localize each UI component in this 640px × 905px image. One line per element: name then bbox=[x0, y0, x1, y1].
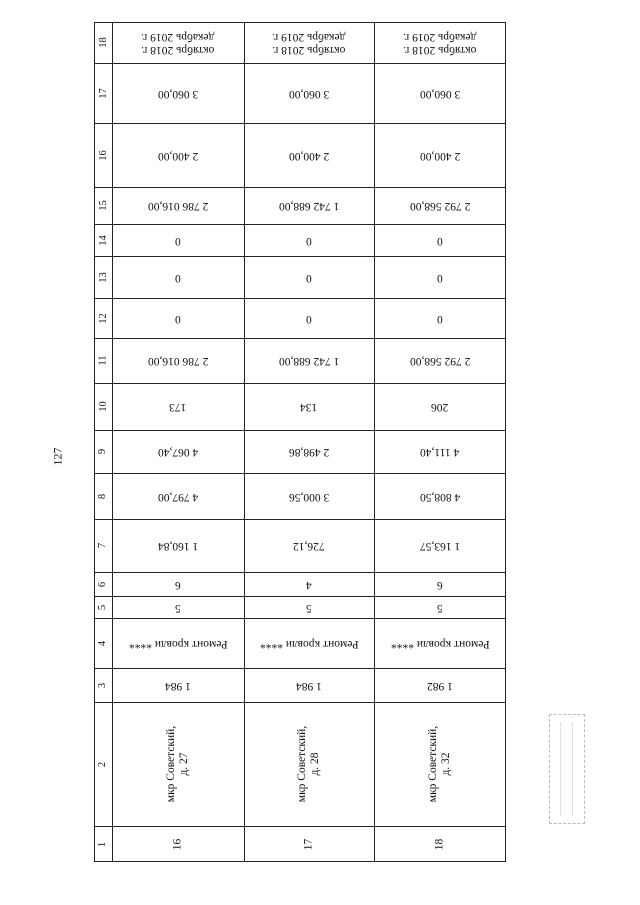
table-cell-c17 bbox=[374, 63, 506, 123]
table-cell-text: 1 742 688,00 bbox=[278, 355, 340, 367]
table-cell-text: 2 498,86 bbox=[288, 446, 330, 458]
table-cell-c13 bbox=[244, 256, 374, 298]
column-number-label: 16 bbox=[97, 149, 109, 161]
table-cell-text: 2 786 016,00 bbox=[147, 200, 209, 212]
table-cell-text: октябрь 2018 г. декабрь 2019 г. bbox=[141, 30, 215, 56]
table-cell-c10 bbox=[374, 383, 506, 430]
table-cell-text: мкр Советский, д. 27 bbox=[164, 725, 190, 803]
table-cell-c16 bbox=[244, 123, 374, 187]
table-cell-text: 3 060,00 bbox=[288, 87, 330, 100]
table-cell-text: октябрь 2018 г. декабрь 2019 г. bbox=[272, 30, 346, 56]
table-cell-text: 5 bbox=[175, 601, 181, 614]
table-cell-c9 bbox=[244, 430, 374, 473]
column-number-header bbox=[94, 826, 112, 862]
table-cell-text: 0 bbox=[306, 234, 312, 247]
table-cell-text: 2 400,00 bbox=[419, 149, 461, 162]
faint-stamp-mark bbox=[549, 714, 585, 824]
column-number-header bbox=[94, 702, 112, 826]
table-cell-text: 2 786 016,00 bbox=[147, 355, 209, 367]
table-cell-c11 bbox=[244, 338, 374, 383]
column-number-label: 4 bbox=[97, 640, 109, 646]
table-cell-c12 bbox=[374, 298, 506, 338]
column-number-header bbox=[94, 298, 112, 338]
table-cell-text: 134 bbox=[300, 401, 318, 413]
table-cell-text: 0 bbox=[175, 234, 181, 247]
table-cell-c13 bbox=[374, 256, 506, 298]
table-cell-text: 16 bbox=[171, 838, 184, 850]
table-cell-text: 1 163,57 bbox=[419, 540, 461, 552]
table-cell-address bbox=[112, 702, 244, 826]
table-cell-text: октябрь 2018 г. декабрь 2019 г. bbox=[403, 30, 477, 56]
table-cell-text: 1 982 bbox=[427, 679, 453, 692]
table-cell-address bbox=[244, 702, 374, 826]
table-cell-text: 3 060,00 bbox=[157, 87, 199, 100]
table-cell-text: 206 bbox=[431, 401, 449, 413]
table-cell-text: 6 bbox=[175, 578, 181, 591]
table-cell-period bbox=[244, 22, 374, 63]
table-cell-text: Ремонт кровли **** bbox=[128, 637, 228, 650]
column-number-header bbox=[94, 63, 112, 123]
table-cell-c15 bbox=[112, 187, 244, 224]
page-number: 127 bbox=[50, 447, 65, 465]
table-cell-text: 4 797,00 bbox=[157, 490, 199, 503]
column-number-label: 11 bbox=[97, 355, 109, 366]
column-number-label: 3 bbox=[97, 682, 109, 688]
table-cell-text: 2 400,00 bbox=[288, 149, 330, 162]
table-cell-c6 bbox=[112, 572, 244, 596]
column-number-header bbox=[94, 338, 112, 383]
table-cell-c10 bbox=[112, 383, 244, 430]
table-cell-c13 bbox=[112, 256, 244, 298]
table-cell-c9 bbox=[374, 430, 506, 473]
column-number-label: 10 bbox=[97, 401, 109, 412]
table-cell-work bbox=[374, 618, 506, 668]
table-cell-text: мкр Советский, д. 32 bbox=[426, 725, 452, 803]
column-number-label: 17 bbox=[97, 87, 109, 99]
table-cell-c17 bbox=[244, 63, 374, 123]
table-cell-text: 17 bbox=[302, 838, 315, 850]
table-cell-text: 5 bbox=[437, 601, 443, 614]
table-cell-c10 bbox=[244, 383, 374, 430]
column-number-header bbox=[94, 596, 112, 618]
table-cell-text: 2 792 568,00 bbox=[409, 200, 471, 212]
table-cell-num bbox=[244, 826, 374, 862]
table-cell-text: 0 bbox=[306, 271, 312, 284]
table-cell-c8 bbox=[374, 473, 506, 519]
table-cell-text: 2 792 568,00 bbox=[409, 355, 471, 367]
table-cell-work bbox=[244, 618, 374, 668]
table-cell-text: 726,12 bbox=[293, 540, 325, 552]
table-cell-c7 bbox=[112, 519, 244, 572]
table-cell-text: 6 bbox=[437, 578, 443, 591]
table-cell-address bbox=[374, 702, 506, 826]
table-cell-text: мкр Советский, д. 28 bbox=[295, 725, 321, 803]
column-number-label: 14 bbox=[97, 234, 109, 246]
column-number-header bbox=[94, 430, 112, 473]
table-cell-text: 0 bbox=[306, 312, 312, 325]
table-cell-text: 0 bbox=[175, 271, 181, 284]
column-number-label: 7 bbox=[97, 542, 109, 549]
table-cell-text: Ремонт кровли **** bbox=[259, 637, 359, 650]
table-cell-c6 bbox=[374, 572, 506, 596]
table-cell-c14 bbox=[112, 224, 244, 256]
table-cell-c5 bbox=[374, 596, 506, 618]
column-number-label: 8 bbox=[97, 493, 109, 499]
column-number-header bbox=[94, 572, 112, 596]
table-cell-c14 bbox=[244, 224, 374, 256]
table-cell-year bbox=[244, 668, 374, 702]
table-cell-text: 1 984 bbox=[296, 679, 322, 692]
table-cell-c7 bbox=[244, 519, 374, 572]
column-number-label: 15 bbox=[97, 200, 109, 211]
table-cell-c9 bbox=[112, 430, 244, 473]
table-cell-text: 5 bbox=[306, 601, 312, 614]
table-cell-year bbox=[112, 668, 244, 702]
table-cell-text: 4 111,40 bbox=[420, 446, 460, 458]
column-number-header bbox=[94, 123, 112, 187]
table-cell-c11 bbox=[112, 338, 244, 383]
table-cell-text: 4 067,40 bbox=[157, 446, 199, 458]
column-number-label: 12 bbox=[97, 312, 109, 324]
column-number-label: 1 bbox=[97, 841, 109, 847]
table-cell-text: 2 400,00 bbox=[157, 149, 199, 162]
column-number-header bbox=[94, 618, 112, 668]
column-number-label: 18 bbox=[97, 37, 109, 48]
table-cell-text: 3 060,00 bbox=[419, 87, 461, 100]
table-cell-c12 bbox=[244, 298, 374, 338]
column-number-header bbox=[94, 187, 112, 224]
table-cell-text: 4 bbox=[306, 578, 312, 591]
table-cell-c7 bbox=[374, 519, 506, 572]
column-number-header bbox=[94, 224, 112, 256]
column-number-label: 2 bbox=[97, 761, 109, 767]
table-cell-num bbox=[374, 826, 506, 862]
table-cell-c6 bbox=[244, 572, 374, 596]
table-cell-c16 bbox=[374, 123, 506, 187]
column-number-header bbox=[94, 473, 112, 519]
table-cell-c5 bbox=[244, 596, 374, 618]
table-cell-text: 4 808,50 bbox=[419, 490, 461, 503]
column-number-label: 13 bbox=[97, 271, 109, 283]
table-cell-text: 1 984 bbox=[165, 679, 191, 692]
table-cell-text: 0 bbox=[175, 312, 181, 325]
table-cell-c17 bbox=[112, 63, 244, 123]
table-cell-text: 0 bbox=[437, 271, 443, 284]
column-number-header bbox=[94, 519, 112, 572]
table-cell-work bbox=[112, 618, 244, 668]
table-cell-c5 bbox=[112, 596, 244, 618]
table-cell-c12 bbox=[112, 298, 244, 338]
column-number-header bbox=[94, 668, 112, 702]
column-number-label: 6 bbox=[97, 581, 109, 587]
table-cell-text: 0 bbox=[437, 312, 443, 325]
column-number-label: 9 bbox=[97, 448, 109, 455]
table-cell-c15 bbox=[374, 187, 506, 224]
table-cell-c15 bbox=[244, 187, 374, 224]
table-cell-text: Ремонт кровли **** bbox=[390, 637, 490, 650]
repair-schedule-table bbox=[94, 22, 506, 862]
table-cell-c14 bbox=[374, 224, 506, 256]
table-cell-num bbox=[112, 826, 244, 862]
table-cell-c8 bbox=[244, 473, 374, 519]
column-number-header bbox=[94, 383, 112, 430]
table-cell-text: 18 bbox=[433, 838, 446, 850]
table-cell-text: 1 742 688,00 bbox=[278, 200, 340, 212]
table-cell-text: 3 000,56 bbox=[288, 490, 330, 503]
table-cell-year bbox=[374, 668, 506, 702]
column-number-header bbox=[94, 256, 112, 298]
table-cell-period bbox=[112, 22, 244, 63]
table-cell-text: 1 160,84 bbox=[157, 540, 199, 552]
table-cell-c16 bbox=[112, 123, 244, 187]
table-cell-period bbox=[374, 22, 506, 63]
column-number-label: 5 bbox=[97, 604, 109, 610]
table-cell-c11 bbox=[374, 338, 506, 383]
column-number-header bbox=[94, 22, 112, 63]
table-cell-c8 bbox=[112, 473, 244, 519]
table-cell-text: 0 bbox=[437, 234, 443, 247]
table-cell-text: 173 bbox=[169, 401, 187, 413]
